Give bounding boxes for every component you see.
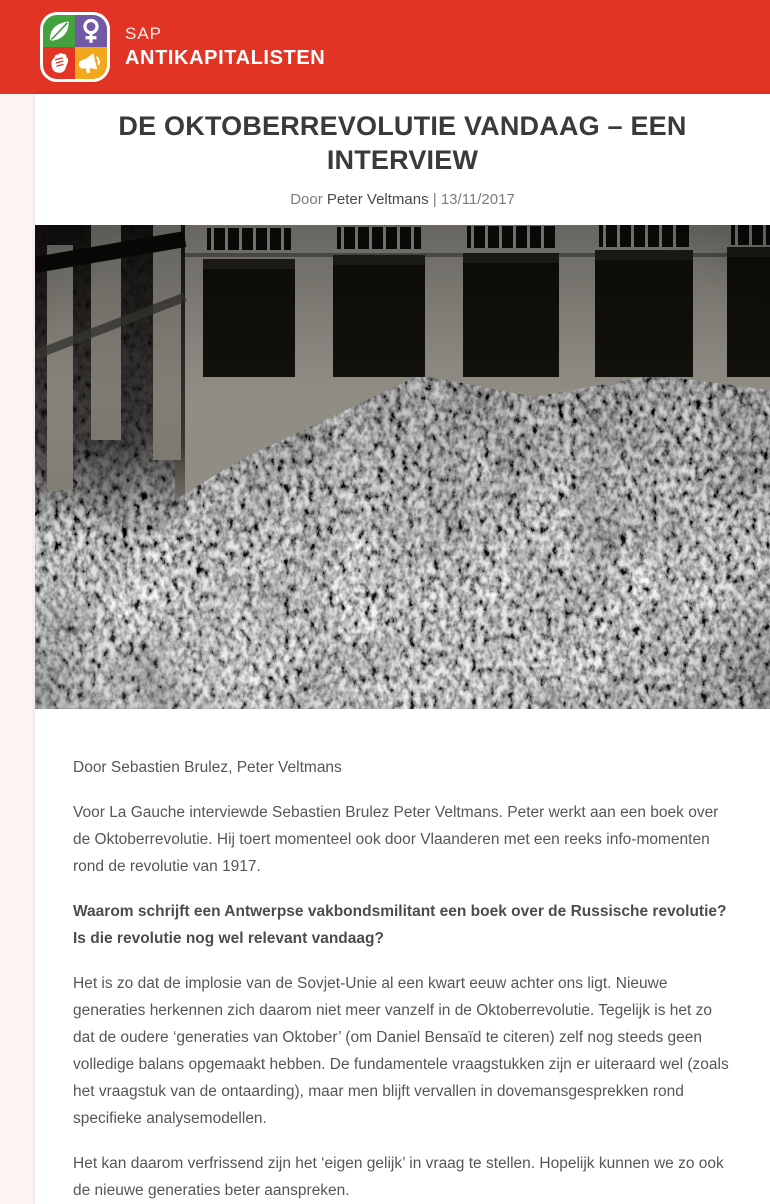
byline-date: 13/11/2017 (440, 190, 515, 208)
paragraph-answer-2: Het kan daarom verfrissend zijn het ‘eigen gelijk’ in vraag te stellen. Hopelijk kunnen we zo ook de nieuwe generaties beter aanspreken. (73, 1154, 724, 1199)
megaphone-icon (75, 47, 107, 79)
hero-image (35, 225, 770, 709)
author-link[interactable]: Peter Veltmans (326, 190, 429, 208)
site-brand (125, 24, 325, 70)
page-title: DE OKTOBERREVOLUTIE VANDAAG – EEN INTERVIEW (118, 111, 687, 175)
paragraph-answer-1: Het is zo dat de implosie van de Sovjet-Unie al een kwart eeuw achter ons ligt. Nieuwe generaties herkennen zich daarom niet meer vanzelf in de Oktoberrevolutie. Tegelijk is het zo dat de oudere ‘generaties van Oktober’ (om Daniel Bensaïd te citeren) zelf nog steeds geen volledige balans opgemaakt hebben. De fundamentele vraagstukken zijn er uiteraard wel (zoals het vraagstuk van de ontaarding), maar men blijft vervallen in dovemansgesprekken rond specifieke analysemodellen. (73, 974, 729, 1127)
site-logo[interactable] (40, 12, 110, 82)
leaf-icon (43, 15, 75, 47)
paragraph-question: Waarom schrijft een Antwerpse vakbondsmilitant een boek over de Russische revolutie? Is die revolutie nog wel relevant vandaag? (73, 902, 727, 947)
fist-icon (43, 47, 75, 79)
byline (35, 191, 770, 208)
brand-name-top: SAP (125, 24, 163, 44)
byline-separator: | (432, 190, 437, 208)
venus-icon (75, 15, 107, 47)
byline-prefix: Door (290, 190, 323, 208)
paragraph-intro: Voor La Gauche interviewde Sebastien Brulez Peter Veltmans. Peter werkt aan een boek over de Oktoberrevolutie. Hij toert momenteel ook door Vlaanderen met een reeks info-momenten rond de revolutie van 1917. (73, 803, 719, 875)
article-card (35, 94, 770, 1204)
article-body (35, 709, 770, 1204)
logo-grid (43, 15, 107, 79)
paragraph-intro-byline: Door Sebastien Brulez, Peter Veltmans (73, 758, 342, 776)
brand-name-bottom: ANTIKAPITALISTEN (125, 46, 326, 69)
site-header (0, 0, 770, 94)
